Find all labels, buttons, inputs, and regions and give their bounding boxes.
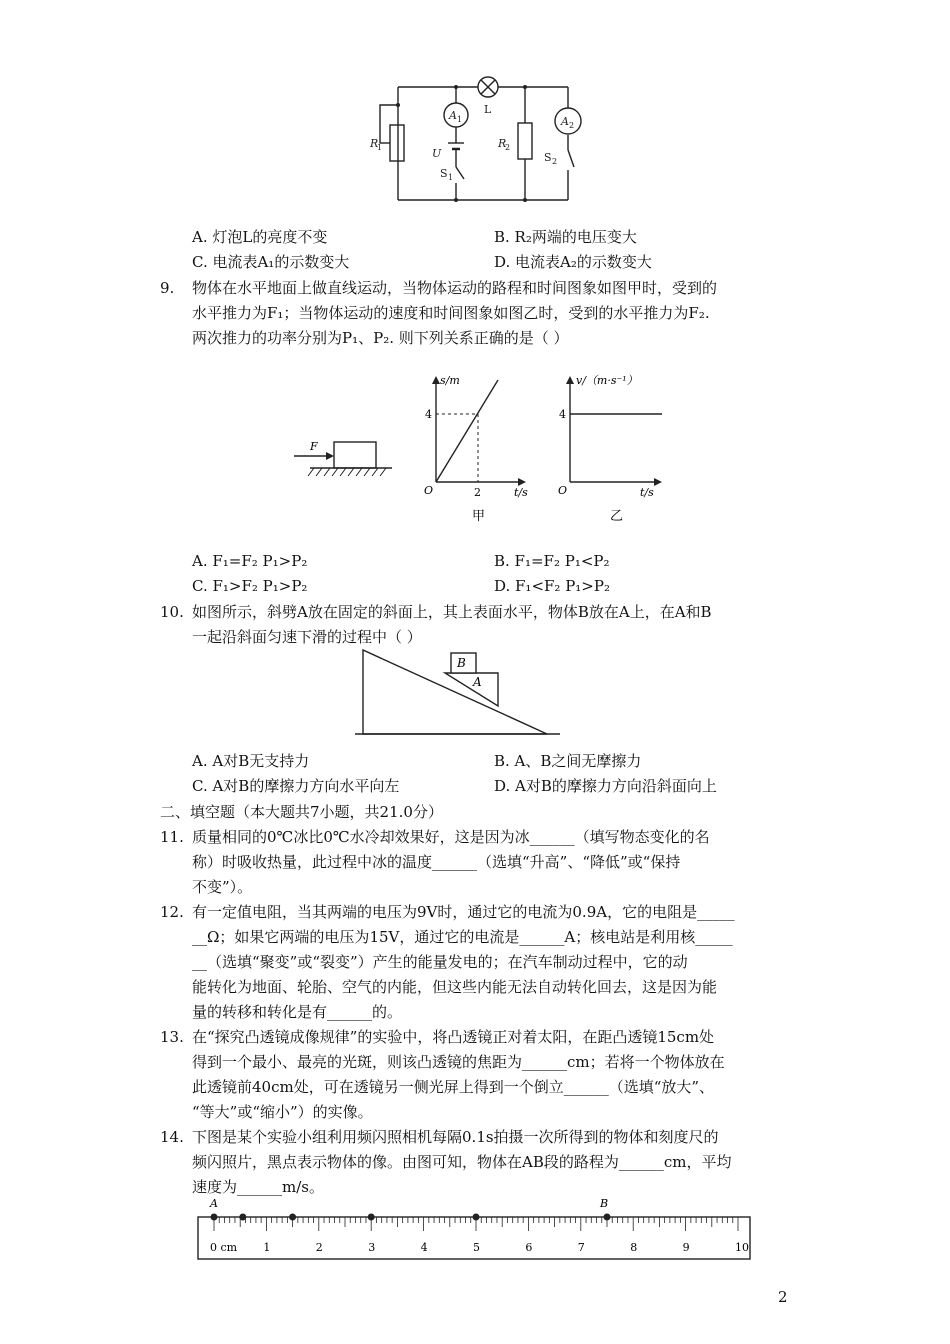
jia-tick-2: 2 [474,486,481,499]
ruler-tick-label: 8 [630,1241,638,1254]
q12-line-2: __Ω；如果它两端的电压为15V，通过它的电流是______A；核电站是利用核_____ [192,928,733,946]
section-heading: 二、填空题（本大题共7小题，共21.0分） [160,803,443,821]
yi-origin: O [558,484,568,497]
q13-line-3: 此透镜前40cm处，可在透镜另一侧光屏上得到一个倒立______（选填“放大”、 [192,1078,715,1096]
label-R1: R [370,137,379,150]
q11-number: 11. [160,828,184,846]
label-U: U [432,147,442,160]
ruler-figure [192,1195,757,1267]
yi-y-axis-label: v/（m·s⁻¹） [576,374,638,387]
incline-figure [355,648,560,740]
ruler-dot [368,1214,375,1221]
ruler-point-b-label: B [600,1197,609,1210]
q9-option-c: C. F₁>F₂ P₁>P₂ [192,577,308,595]
q10-line-2: 一起沿斜面匀速下滑的过程中（ ） [192,628,422,646]
q13-number: 13. [160,1028,184,1046]
label-B: B [457,656,466,670]
ruler-tick-label: 10 [735,1241,749,1254]
q8-option-a: A. 灯泡L的亮度不变 [192,228,328,246]
graph-yi [556,370,676,530]
q13-line-1: 在“探究凸透镜成像规律”的实验中，将凸透镜正对着太阳，在距凸透镜15cm处 [192,1028,715,1046]
q12-line-4: 能转化为地面、轮胎、空气的内能，但这些内能无法自动转化回去，这是因为能 [192,978,718,996]
q12-number: 12. [160,903,184,921]
label-A2: A [561,115,569,128]
q9-number: 9. [160,279,175,297]
yi-tick-4: 4 [559,408,566,421]
ruler-tick-label: 2 [315,1241,323,1254]
svg-text:2: 2 [569,121,575,130]
q8-option-d: D. 电流表A₂的示数变大 [494,253,652,271]
q9-line-3: 两次推力的功率分别为P₁、P₂. 则下列关系正确的是（ ） [192,329,569,347]
q9-line-1: 物体在水平地面上做直线运动，当物体运动的路程和时间图象如图甲时，受到的 [192,279,718,297]
ruler-tick-label: 3 [368,1241,376,1254]
q14-line-1: 下图是某个实验小组利用频闪照相机每隔0.1s拍摄一次所得到的物体和刻度尺的 [192,1128,719,1146]
jia-y-axis-label: s/m [440,374,460,387]
q10-option-c: C. A对B的摩擦力方向水平向左 [192,777,400,795]
ruler-tick-label: 5 [473,1241,480,1254]
q10-option-b: B. A、B之间无摩擦力 [494,752,642,770]
q11-line-3: 不变”）。 [192,878,253,896]
yi-x-axis-label: t/s [640,486,654,499]
ruler-dot [239,1214,246,1221]
q9-option-d: D. F₁<F₂ P₁>P₂ [494,577,610,595]
q13-line-2: 得到一个最小、最亮的光斑，则该凸透镜的焦距为______cm；若将一个物体放在 [192,1053,725,1071]
label-L: L [484,103,492,116]
jia-x-axis-label: t/s [514,486,528,499]
page-number: 2 [778,1288,788,1306]
q14-line-3: 速度为______m/s。 [192,1178,324,1196]
q14-number: 14. [160,1128,184,1146]
ruler-tick-label: 7 [577,1241,585,1254]
ruler-tick-label: 6 [525,1241,533,1254]
label-R2: R [498,137,507,150]
ruler-point-a-label: A [210,1197,218,1210]
q8-option-c: C. 电流表A₁的示数变大 [192,253,350,271]
ruler-dot [211,1214,218,1221]
svg-text:1: 1 [377,143,383,152]
q10-line-1: 如图所示，斜劈A放在固定的斜面上，其上表面水平，物体B放在A上，在A和B [192,603,712,621]
svg-text:1: 1 [448,173,454,182]
yi-caption: 乙 [610,509,624,524]
svg-text:2: 2 [552,157,558,166]
ruler-tick-label: 0 cm [210,1241,238,1254]
ruler-tick-label: 9 [682,1241,690,1254]
ruler-dot [604,1214,611,1221]
q12-line-3: __（选填“聚变”或“裂变”）产生的能量发电的；在汽车制动过程中，它的动 [192,953,688,971]
q13-line-4: “等大”或“缩小”）的实像。 [192,1103,373,1121]
label-A1: A [449,109,457,122]
ruler-dot [473,1214,480,1221]
q12-line-5: 量的转移和转化是有______的。 [192,1003,403,1021]
ruler-tick-label: 4 [420,1241,428,1254]
ruler-tick-label: 1 [263,1241,271,1254]
label-S1: S [440,167,448,180]
q14-line-2: 频闪照片，黑点表示物体的像。由图可知，物体在AB段的路程为______cm，平均 [192,1153,732,1171]
graph-jia [418,370,538,530]
ruler-dot [289,1214,296,1221]
label-A: A [473,675,482,689]
label-S2: S [544,151,552,164]
q10-option-a: A. A对B无支持力 [192,752,310,770]
svg-text:1: 1 [457,115,463,124]
jia-origin: O [424,484,434,497]
q9-option-b: B. F₁=F₂ P₁<P₂ [494,552,610,570]
q11-line-1: 质量相同的0℃冰比0℃水冷却效果好，这是因为冰______（填写物态变化的名 [192,828,710,846]
circuit-diagram [360,75,600,210]
q10-number: 10. [160,603,184,621]
force-label: F [310,440,318,453]
q12-line-1: 有一定值电阻，当其两端的电压为9V时，通过它的电流为0.9A，它的电阻是_____ [192,903,735,921]
q8-option-b: B. R₂两端的电压变大 [494,228,637,246]
q9-option-a: A. F₁=F₂ P₁>P₂ [192,552,308,570]
jia-caption: 甲 [472,509,486,524]
svg-text:2: 2 [505,143,511,152]
q9-block-figure [290,430,400,485]
jia-tick-4: 4 [425,408,432,421]
s-t-line [436,380,498,482]
q11-line-2: 称）时吸收热量，此过程中冰的温度______（选填“升高”、“降低”或“保持 [192,853,681,871]
q10-option-d: D. A对B的摩擦力方向沿斜面向上 [494,777,717,795]
q9-line-2: 水平推力为F₁；当物体运动的速度和时间图象如图乙时，受到的水平推力为F₂. [192,304,710,322]
